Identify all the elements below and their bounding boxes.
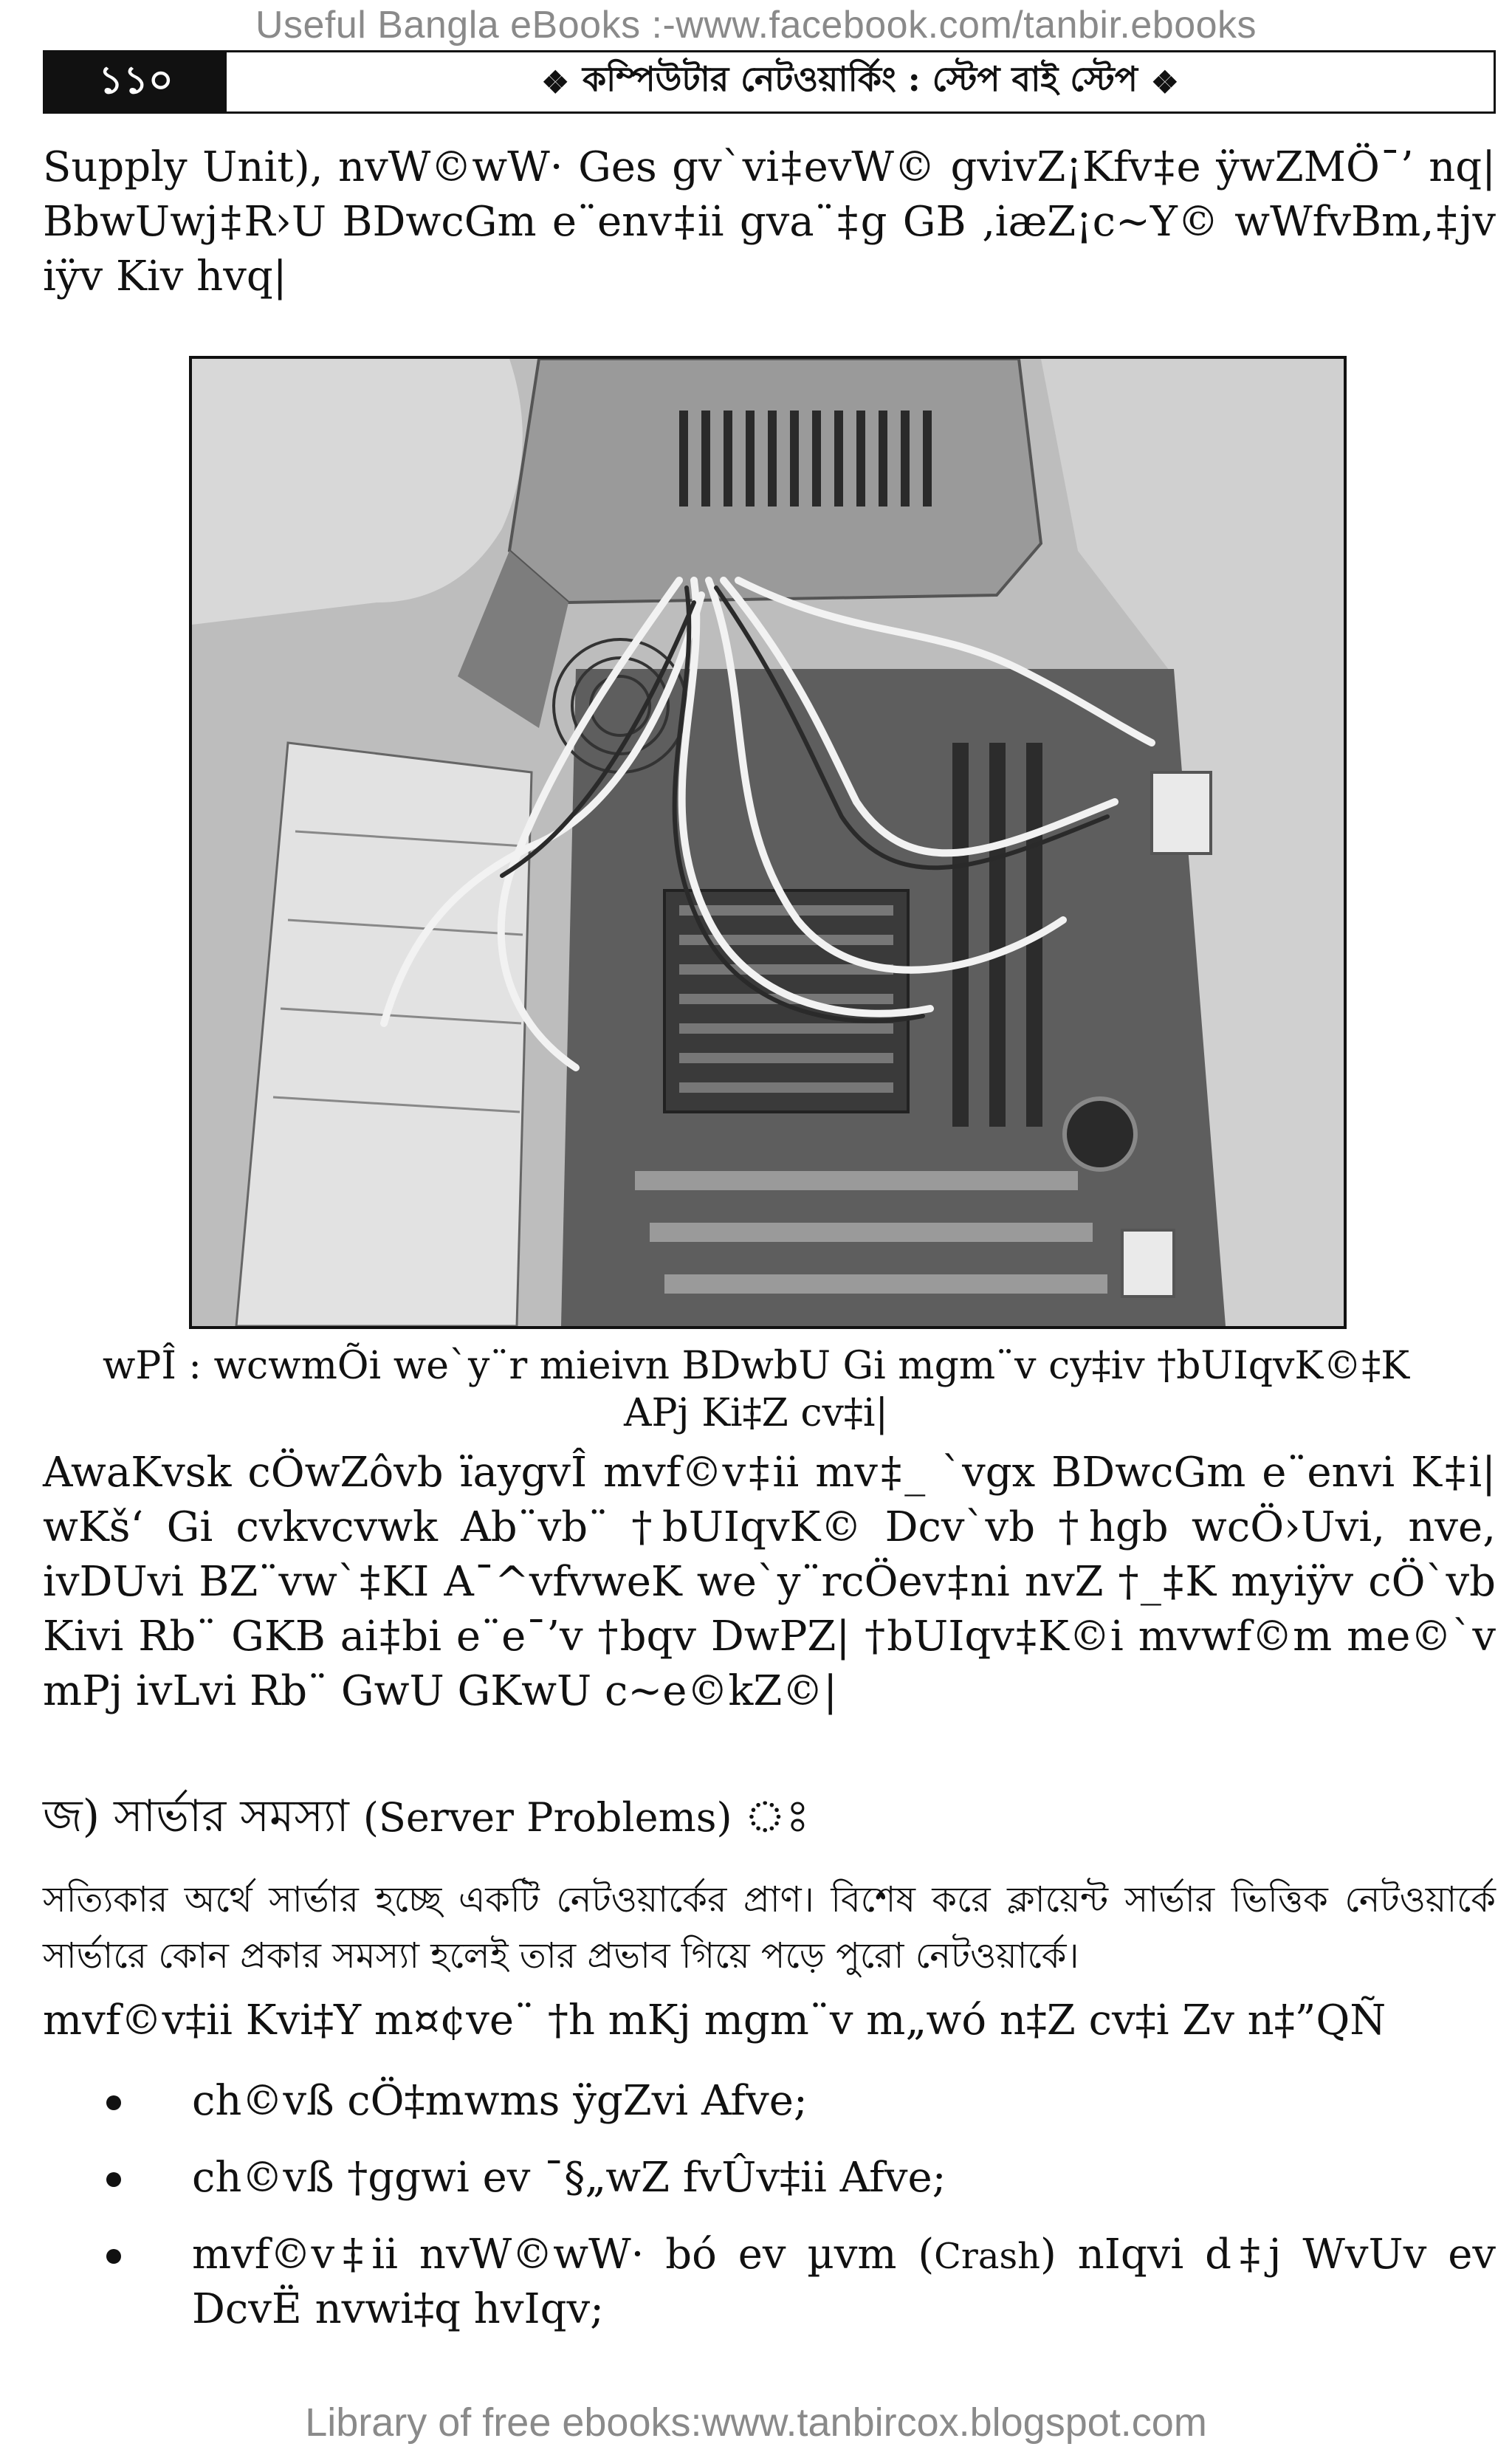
list-item-text: ch©vß †ggwi ev ¯§„wZ fvÛv‡ii Afve; (192, 2154, 946, 2202)
list-item (43, 2228, 1496, 2336)
body-paragraph: AwaKvsk cÖwZôvb ïaygvÎ mvf©v‡ii mv‡_ `vgx BDwcGm e¨envi K‡i| wKš‘ Gi cvkvcvwk Ab¨vb¨ †bUIqvK© Dcv`vb †hgb wcÖ›Uvi, nve, ivDUvi BZ¨vw`‡KI A¯^vfvweK we`y¨rcÖev‡ni nvZ †_‡K myiÿv cÖ`vb Kivi Rb¨ GKB ai‡bi e¨e¯’v †bqv DwPZ| †bUIqv‡K©i mvwf©m me©`v mPj ivLvi Rb¨ GwU GKwU c~e©kZ©| (43, 1449, 1496, 1715)
bottom-source-banner: Library of free ebooks:www.tanbircox.blogspot.com (305, 2400, 1207, 2445)
bangla-paragraph: সত্যিকার অর্থে সার্ভার হচ্ছে একটি নেটওয়ার্কের প্রাণ। বিশেষ করে ক্লায়েন্ট সার্ভার ভিত্তিক নেটওয়ার্কে সার্ভারে কোন প্রকার সমস্যা হলেই তার প্রভাব গিয়ে পড়ে পুরো নেটওয়ার্কে। (43, 1879, 1496, 1977)
list-item-text-english: Crash (934, 2236, 1041, 2277)
page-header (43, 50, 1496, 114)
figure-caption: wPÎ : wcwmÕi we`y¨r mieivn BDwbU Gi mgm¨v cy‡iv †bUIqvK©‡K APj Ki‡Z cv‡i| (102, 1344, 1410, 1435)
section-heading-bangla: জ) সার্ভার সমস্যা (43, 1790, 349, 1842)
section-heading (43, 1787, 809, 1847)
page-number: ১১০ (45, 52, 227, 111)
diamond-ornament-icon: ❖ (541, 63, 569, 100)
intro-paragraph: Supply Unit), nvW©wW· Ges gv`vi‡evW© gvivZ¡Kfv‡e ÿwZMÖ¯’ nq| BbwUwj‡R›U BDwcGm e¨env‡ii gva¨‡g GB ‚iæZ¡c~Y© wWfvBm‚‡jv iÿv Kiv hvq| (43, 143, 1496, 301)
running-title (227, 52, 1494, 111)
bullet-icon (106, 2172, 121, 2187)
list-intro: mvf©v‡ii Kvi‡Y m¤¢ve¨ †h mKj mgm¨v m„wó n‡Z cv‡i Zv n‡”QÑ (43, 1996, 1386, 2044)
bullet-icon (106, 2095, 121, 2110)
list-item-text: ch©vß cÖ‡mwms ÿgZvi Afve; (192, 2077, 808, 2125)
list-item (43, 2075, 1496, 2128)
bullet-icon (106, 2249, 121, 2264)
pc-interior-illustration (192, 359, 1344, 1326)
list-item-text-after: ) nIqvi d‡j WvUv ev DcvË nvwi‡q hvIqv; (192, 2231, 1496, 2333)
list-item (43, 2152, 1496, 2205)
figure-pc-interior-photo (189, 356, 1347, 1329)
running-title-text: কম্পিউটার নেটওয়ার্কিং : স্টেপ বাই স্টেপ (582, 59, 1138, 99)
problem-list (43, 2075, 1496, 2360)
diamond-ornament-icon: ❖ (1151, 63, 1179, 100)
top-source-banner: Useful Bangla eBooks :-www.facebook.com/tanbir.ebooks (255, 4, 1257, 47)
list-item-text-before: mvf©v‡ii nvW©wW· bó ev µvm ( (192, 2231, 935, 2279)
section-heading-english: (Server Problems) (362, 1794, 732, 1841)
